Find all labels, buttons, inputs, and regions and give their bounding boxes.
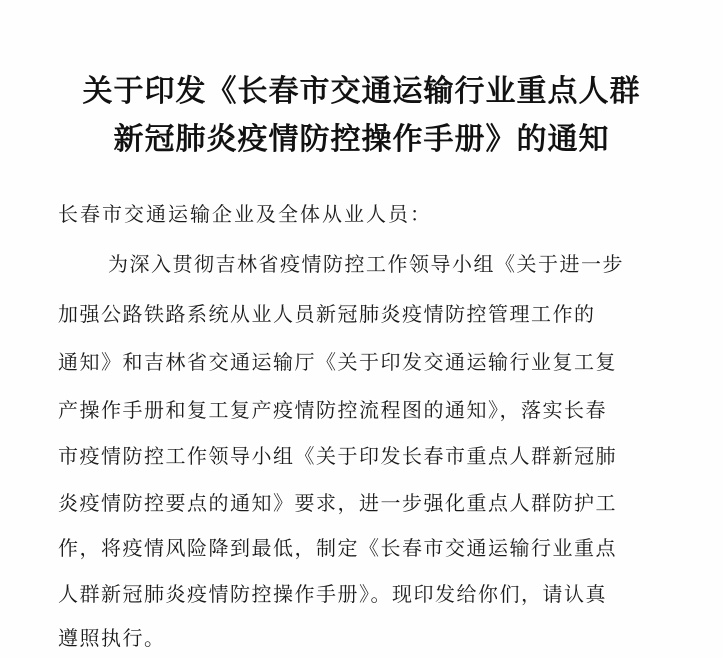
- salutation: 长春市交通运输企业及全体从业人员：: [58, 202, 432, 226]
- document-title-line-2: 新冠肺炎疫情防控操作手册》的通知: [113, 122, 610, 157]
- body-paragraph-line: 产操作手册和复工复产疫情防控流程图的通知》，落实长春: [58, 398, 607, 422]
- body-paragraph-line: 市疫情防控工作领导小组《关于印发长春市重点人群新冠肺: [58, 444, 617, 468]
- body-paragraph-line: 通知》和吉林省交通运输厅《关于印发交通运输行业复工复: [58, 350, 617, 374]
- body-paragraph-line: 炎疫情防控要点的通知》要求，进一步强化重点人群防护工: [58, 491, 617, 515]
- body-paragraph-line: 为深入贯彻吉林省疫情防控工作领导小组《关于进一步: [108, 252, 624, 276]
- body-paragraph-line: 遵照执行。: [58, 626, 166, 650]
- body-paragraph-line: 加强公路铁路系统从业人员新冠肺炎疫情防控管理工作的: [58, 302, 596, 326]
- body-paragraph-line: 作，将疫情风险降到最低，制定《长春市交通运输行业重点: [58, 536, 617, 560]
- body-paragraph-line: 人群新冠肺炎疫情防控操作手册》。现印发给你们，请认真: [58, 582, 607, 606]
- document-title-line-1: 关于印发《长春市交通运输行业重点人群: [82, 74, 641, 109]
